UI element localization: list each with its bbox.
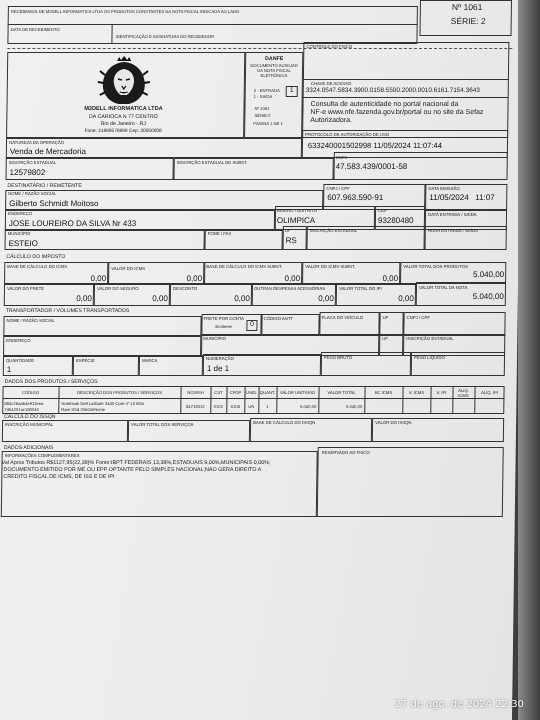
issqn-servicos-label: VALOR TOTAL DOS SERVIÇOS	[131, 422, 194, 427]
outras-label: OUTRAS DESPESAS ACESSÓRIAS	[253, 286, 326, 291]
transp-frete-label: FRETE POR CONTA	[203, 316, 245, 321]
th-unid: UNID.	[245, 390, 258, 395]
th-valor-unitario: VALOR UNITÁRIO	[279, 390, 316, 395]
transp-peso-bruto-label: PESO BRUTO	[323, 355, 353, 360]
th-cfop: CFOP	[229, 390, 242, 395]
dest-entrada-label: DATA ENTRADA / SAÍDA	[427, 212, 477, 217]
reservado-fisco-label: RESERVADO AO FISCO	[321, 450, 370, 455]
transp-ie-label: INSCRIÇÃO ESTADUAL	[406, 336, 454, 341]
transp-qtd: 1	[6, 365, 12, 374]
produtos-section: DADOS DOS PRODUTOS / SERVIÇOS	[4, 379, 98, 385]
chave-acesso: 3324.0547.5834.3900.0158.5500.2000.0010.6161.7154.3643	[305, 87, 480, 94]
reservado-fisco-box	[317, 447, 504, 517]
th-ncm: NCM/SH	[187, 390, 204, 395]
danfe-pagina: PÁGINA 1 DE 1	[253, 121, 283, 126]
ie-subst-label: INSCRIÇÃO ESTADUAL DE SUBST.	[176, 160, 248, 165]
consulta-line-1: Consulta de autenticidade no portal nacional da	[310, 101, 459, 108]
transp-qtd-label: QUANTIDADE	[5, 358, 35, 363]
emitente-city: Rio de Janeiro - RJ	[100, 121, 146, 127]
cell-desc-1: Notebook Dell Latitude 3440 Core i7-13 8Gb	[61, 401, 145, 406]
transp-peso-liquido-label: PESO LÍQUIDO	[413, 355, 445, 360]
ipi-label: VALOR TOTAL DO IPI	[338, 286, 382, 291]
controle-fisco-label: CONTROLE DO FISCO	[306, 44, 353, 49]
cnpj-label: CNPJ	[335, 155, 348, 160]
danfe-subtitle-2: DA NOTA FISCAL	[257, 68, 291, 73]
protocolo-value: 633240001502998 11/05/2024 11:07:44	[307, 141, 443, 150]
dest-municipio: ESTEIO	[8, 239, 39, 248]
th-cst: CST	[214, 390, 223, 395]
emitente-name: M2DELL INFORMATICA LTDA	[84, 106, 163, 112]
bc-st-label: BASE DE CÁLCULO DO ICMS SUBST.	[206, 264, 283, 269]
dest-cpf: 607.963.590-91	[327, 193, 384, 202]
cell-codigo-2: 7d54201ac180040	[4, 407, 40, 412]
cell-codigo-1: 884c2baab4e911eea	[4, 401, 44, 406]
th-quant: QUANT.	[259, 390, 276, 395]
transp-municipio-label: MUNICÍPIO	[203, 336, 226, 341]
transp-endereco-label: ENDEREÇO	[6, 338, 31, 343]
desconto-label: DESCONTO	[172, 286, 198, 291]
imposto-section: CÁLCULO DO IMPOSTO	[6, 254, 66, 260]
dest-emissao-label: DATA EMISSÃO	[428, 186, 460, 191]
ie-value: 12579802	[9, 168, 46, 177]
ie-label: INSCRIÇÃO ESTADUAL	[8, 160, 57, 165]
data-recebimento-label: DATA DE RECEBIMENTO	[10, 27, 60, 32]
transp-frete-desc: Emitente	[215, 324, 233, 329]
dest-endereco-label: ENDEREÇO	[7, 211, 33, 216]
dest-cpf-label: CNPJ / CPF	[326, 186, 350, 191]
dest-hora: 11:07	[475, 193, 495, 202]
adicionais-line-3: CREDITO FISCAL DE ICMS, DE ISS E DE IPI	[3, 474, 115, 480]
adicionais-info-label: INFORMAÇÕES COMPLEMENTARES	[4, 453, 80, 458]
natureza-value: Venda de Mercadoria	[9, 147, 87, 156]
v-nota: 5.040,00	[472, 292, 504, 301]
natureza-label: NATUREZA DA OPERAÇÃO	[8, 140, 65, 145]
cell-valor-total: 5.040,00	[345, 404, 363, 409]
issqn-bc-label: BASE DE CÁLCULO DO ISSQN	[253, 420, 316, 425]
dest-hora-label: HORA ENTRADA / SAÍDA	[427, 228, 478, 233]
th-aliq-icms: ALIQ. ICMS	[458, 388, 469, 398]
cell-cfop: 6108	[230, 404, 241, 409]
cell-cst: 0102	[213, 404, 224, 409]
cell-quant: 1	[266, 404, 269, 409]
transp-uf-label: UF	[382, 315, 389, 320]
th-descricao: DESCRIÇÃO DOS PRODUTOS / SERVIÇOS	[76, 390, 163, 395]
consulta-line-3: Autorizadora.	[310, 117, 353, 124]
danfe-subtitle-1: DOCUMENTO AUXILIAR	[250, 63, 298, 68]
transp-endereco-box	[3, 336, 201, 356]
emitente-phone: Fone: 21969576869 Cep: 20050008	[84, 129, 162, 134]
lion-logo-icon	[95, 55, 154, 105]
transp-numeracao-label: NUMERAÇÃO	[205, 356, 234, 361]
emitente-address: DA CARIOCA N 77 CENTRO	[88, 114, 158, 120]
frete-label: VALOR DO FRETE	[6, 286, 45, 291]
transp-uf2-label: UF	[382, 336, 389, 341]
desconto: 0,00	[234, 294, 250, 303]
canhoto-serie: SÉRIE: 2	[450, 16, 486, 26]
adicionais-section: DADOS ADICIONAIS	[3, 445, 54, 451]
transp-placa-label: PLACA DO VEÍCULO	[321, 315, 364, 320]
outras: 0,00	[318, 294, 334, 303]
transp-marca-label: MARCA	[141, 358, 158, 363]
transp-numeracao: 1 de 1	[206, 364, 230, 373]
danfe-serie: SÉRIE:2	[254, 113, 271, 118]
v-prod: 5.040,00	[472, 270, 505, 279]
dest-fone-label: FONE / FAX	[207, 231, 232, 236]
canhoto-text: RECEBEMOS DE M2DELL INFORMATICA LTDA OS PRODUTOS CONSTANTES NA NOTA FISCAL INDICADA AO LADO	[10, 9, 240, 14]
dest-bairro: OLIMPICA	[276, 216, 316, 225]
danfe-tipo: 1	[289, 87, 294, 94]
danfe-numero: Nº 1061	[254, 106, 270, 111]
issqn-valor-label: VALOR DO ISSQN	[375, 420, 412, 425]
bc-st: 0,00	[284, 274, 301, 283]
dest-uf-label: UF	[284, 228, 291, 233]
dest-municipio-label: MUNICÍPIO	[7, 231, 31, 236]
v-icms: 0,00	[186, 274, 203, 283]
dest-nome-label: NOME / RAZÃO SOCIAL	[8, 191, 57, 196]
photo-timestamp: 27 de ago. de 2024 22:30	[394, 699, 524, 710]
issqn-im-label: INSCRIÇÃO MUNICIPAL	[5, 422, 54, 427]
seguro: 0,00	[152, 294, 168, 303]
danfe-subtitle-3: ELETRÔNICA	[260, 73, 288, 78]
v-nota-label: VALOR TOTAL DA NOTA	[418, 285, 468, 290]
seguro-label: VALOR DO SEGURO	[96, 286, 139, 291]
destinatario-section: DESTINATÁRIO / REMETENTE	[7, 183, 82, 189]
assinatura-label: IDENTIFICAÇÃO E ASSINATURA DO RECEBEDOR	[115, 34, 215, 39]
cell-ncm: 84713012	[185, 404, 205, 409]
bc-icms-label: BASE DE CÁLCULO DO ICMS	[7, 264, 68, 269]
dest-endereco: JOSE LOUREIRO DA SILVA Nr 433	[8, 219, 137, 228]
dest-bairro-label: BAIRRO / DISTRITO	[277, 208, 318, 213]
th-v-ipi: V. IPI	[436, 390, 447, 395]
th-bc-icms: BC ICMS	[374, 390, 393, 395]
dest-emissao: 11/05/2024	[429, 193, 469, 202]
v-st: 0,00	[382, 274, 399, 283]
adicionais-line-1: Val Aprox Tributos R$1127,95(22,38)% Fonte:IBPT FEDERAIS 13,38%,ESTADUAIS 9,00%,MUNICIPAIS 0,00%;	[1, 460, 271, 466]
transp-cnpj-label: CNPJ / CPF	[406, 315, 431, 320]
ipi: 0,00	[398, 294, 414, 303]
th-codigo: CÓDIGO	[21, 390, 40, 395]
protocolo-label: PROTOCOLO DE AUTORIZAÇÃO DE USO	[305, 132, 390, 137]
danfe-entrada: 0 - ENTRADA	[253, 88, 280, 93]
dest-nome: Gilberto Schmidt Moitoso	[9, 199, 99, 208]
page-edge-shadow	[518, 0, 540, 720]
cnpj-value: 47.583.439/0001-58	[335, 162, 408, 171]
transp-frete-code: 0	[249, 321, 254, 328]
canhoto-nf-number: Nº 1061	[451, 2, 483, 12]
danfe-title: DANFE	[265, 56, 284, 62]
transp-antt-label: CÓDIGO ANTT	[263, 316, 294, 321]
v-st-label: VALOR DO ICMS SUBST.	[305, 264, 356, 269]
th-valor-total: VALOR TOTAL	[327, 390, 356, 395]
transp-especie-label: ESPÉCIE	[75, 358, 95, 363]
chave-acesso-label: CHAVE DE ACESSO	[310, 81, 352, 86]
cell-valor-unitario: 5.040,00	[299, 404, 317, 409]
th-v-icms: V. ICMS	[408, 390, 425, 395]
v-prod-label: VALOR TOTAL DOS PRODUTOS	[403, 264, 468, 269]
dest-ie-label: INSCRIÇÃO ESTADUAL	[309, 228, 358, 233]
transportador-section: TRANSPORTADOR / VOLUMES TRANSPORTADOS	[5, 308, 130, 314]
cell-desc-2: Ram SSd 256Gb/Nvme	[61, 407, 106, 412]
adicionais-line-2: DOCUMENTO EMITIDO POR ME OU EPP OPTANTE PELO SIMPLES NACIONAL;NAO GERA DIREITO A	[3, 467, 262, 473]
transp-nome-label: NOME / RAZÃO SOCIAL	[6, 318, 55, 323]
v-icms-label: VALOR DO ICMS	[111, 266, 146, 271]
dest-uf: RS	[285, 236, 297, 245]
bc-icms: 0,00	[90, 274, 107, 283]
frete: 0,00	[76, 294, 92, 303]
issqn-section: CÁLCULO DO ISSQN	[4, 414, 56, 420]
consulta-line-2: NF-e www.nfe.fazenda.gov.br/portal ou no site da Sefaz	[310, 109, 484, 116]
dest-cep: 93280480	[377, 216, 414, 225]
danfe-saida: 1 - SAÍDA	[253, 94, 273, 99]
cell-unid: UN	[248, 404, 255, 409]
dest-cep-label: CEP	[378, 208, 387, 213]
th-aliq-ipi: ALIQ. IPI	[480, 390, 499, 395]
